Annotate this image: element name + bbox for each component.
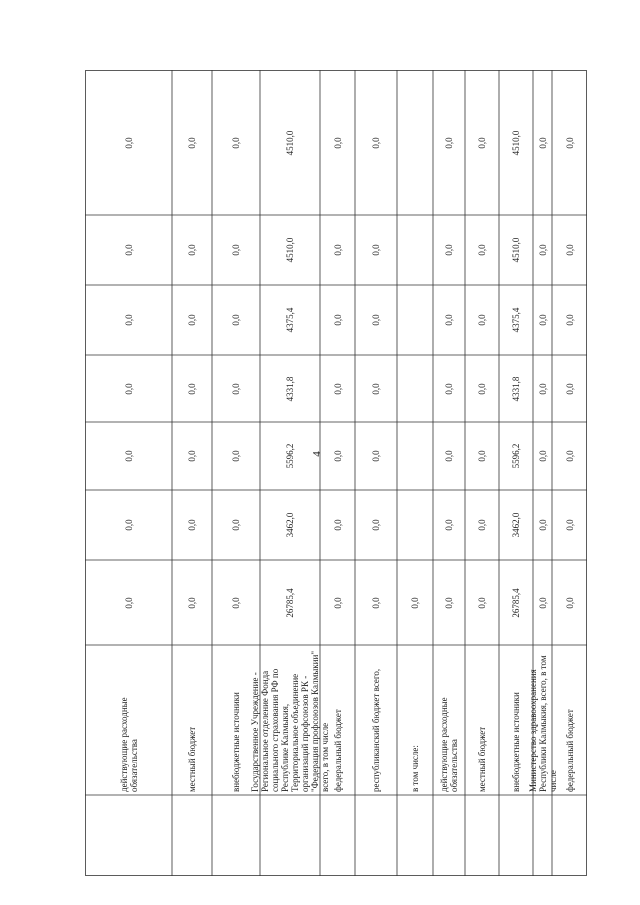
value-cell: [433, 285, 465, 355]
value-text: 0,0: [332, 450, 343, 462]
value-text: 0,0: [477, 244, 487, 256]
value-cell: [465, 285, 499, 355]
row-label-text: внебюджетные источники: [511, 692, 521, 792]
value-text: 0,0: [564, 314, 575, 326]
value-text: 4375,4: [511, 307, 521, 333]
page-number: 4: [311, 451, 323, 457]
value-cell: [172, 70, 212, 215]
value-cell: [552, 422, 587, 490]
value-text: 0,0: [410, 596, 420, 609]
value-text: 0,0: [537, 596, 548, 609]
value-cell: [533, 560, 552, 645]
value-cell: [260, 560, 320, 645]
value-text: 0,0: [332, 244, 343, 256]
value-text: 0,0: [564, 596, 575, 609]
value-text: 0,0: [477, 314, 487, 326]
value-text: 3462,0: [285, 512, 295, 538]
value-cell: [433, 560, 465, 645]
value-text: 0,0: [477, 450, 487, 462]
value-text: 0,0: [123, 450, 134, 462]
value-cell: [260, 70, 320, 215]
value-text: 0,0: [564, 382, 575, 395]
value-cell: [212, 560, 260, 645]
value-cell: [552, 285, 587, 355]
value-cell: [320, 490, 355, 560]
value-cell: [355, 560, 397, 645]
value-text: 0,0: [231, 519, 241, 531]
value-text: 4510,0: [511, 130, 521, 155]
value-text: 0,0: [537, 382, 548, 395]
value-cell: [433, 70, 465, 215]
value-cell: [465, 215, 499, 285]
value-text: 0,0: [332, 596, 343, 609]
value-cell: [499, 422, 533, 490]
row-label-text: федеральный бюджет: [332, 709, 343, 792]
value-text: 0,0: [564, 136, 575, 149]
row-label-text: в том числе:: [410, 745, 420, 792]
value-cell: [172, 355, 212, 422]
value-cell: [320, 70, 355, 215]
value-cell: [212, 215, 260, 285]
row-label-text: Государственное Учреждение - Региональное отделение Фонда социального страхования РФ по Республике Калмыкия, Территориальное объединение организаций профсоюзов РК - "Федерация профсоюзов Калмыкии" всего, в том числе: [250, 651, 330, 792]
row-label-text: внебюджетные источники: [231, 692, 241, 792]
value-text: 0,0: [371, 519, 381, 531]
value-cell: [260, 355, 320, 422]
row-label-text: местный бюджет: [477, 726, 487, 792]
value-text: 0,0: [187, 244, 197, 256]
value-cell: [465, 70, 499, 215]
value-cell: [212, 285, 260, 355]
value-cell: [533, 490, 552, 560]
value-text: 0,0: [371, 450, 381, 462]
value-text: 0,0: [123, 382, 134, 395]
value-cell: [85, 490, 172, 560]
value-text: 0,0: [564, 450, 575, 462]
value-cell: [260, 422, 320, 490]
value-cell: [355, 490, 397, 560]
value-cell: [465, 355, 499, 422]
value-text: 0,0: [537, 244, 548, 256]
value-cell: [397, 560, 433, 645]
value-cell: [212, 70, 260, 215]
value-cell: [85, 560, 172, 645]
row-label: [397, 645, 433, 795]
row-label-text: действующие расходные обязательства: [118, 697, 139, 792]
value-cell: [499, 215, 533, 285]
value-text: 0,0: [123, 244, 134, 256]
value-cell: [533, 215, 552, 285]
value-cell: [533, 285, 552, 355]
value-cell: [212, 422, 260, 490]
value-cell: [533, 355, 552, 422]
value-text: 0,0: [444, 450, 454, 462]
value-cell: [85, 355, 172, 422]
value-cell: [212, 490, 260, 560]
value-cell: [355, 422, 397, 490]
value-text: 0,0: [477, 519, 487, 531]
value-cell: [533, 70, 552, 215]
value-cell: [320, 215, 355, 285]
value-cell: [85, 215, 172, 285]
value-cell: [355, 70, 397, 215]
value-cell: [172, 285, 212, 355]
value-cell: [85, 70, 172, 215]
value-text: 0,0: [231, 382, 241, 395]
value-text: 0,0: [444, 136, 454, 149]
value-text: 0,0: [564, 244, 575, 256]
value-text: 0,0: [477, 596, 487, 609]
value-cell: [397, 215, 433, 285]
value-cell: [320, 560, 355, 645]
value-cell: [552, 70, 587, 215]
value-text: 4375,4: [285, 307, 295, 333]
value-text: 0,0: [187, 314, 197, 326]
value-text: 0,0: [123, 596, 134, 609]
value-cell: [172, 422, 212, 490]
value-text: 0,0: [332, 136, 343, 149]
row-label-text: действующие расходные обязательства: [439, 697, 459, 792]
row-label: [433, 645, 465, 795]
row-label: [355, 645, 397, 795]
value-text: 4331,8: [285, 376, 295, 401]
row-label-text: местный бюджет: [187, 726, 197, 792]
value-text: 0,0: [564, 519, 575, 531]
row-label: [85, 645, 172, 795]
row-label-text: Министерство здравоохранения Республики Калмыкия, всего, в том числе: [527, 655, 558, 792]
value-cell: [260, 215, 320, 285]
value-cell: [355, 355, 397, 422]
row-label: [250, 645, 330, 795]
row-label: [552, 645, 587, 795]
value-cell: [260, 490, 320, 560]
value-text: 4510,0: [285, 130, 295, 155]
value-cell: [552, 490, 587, 560]
value-cell: [85, 285, 172, 355]
value-cell: [552, 560, 587, 645]
row-label: [527, 645, 558, 795]
value-text: 0,0: [123, 519, 134, 531]
budget-table: [85, 70, 587, 876]
value-text: 0,0: [537, 314, 548, 326]
value-cell: [552, 215, 587, 285]
value-text: 0,0: [187, 519, 197, 531]
value-text: 0,0: [444, 314, 454, 326]
row-label: [320, 645, 355, 795]
value-text: 0,0: [537, 519, 548, 531]
value-text: 0,0: [187, 382, 197, 395]
value-text: 3462,0: [511, 512, 521, 538]
value-cell: [397, 422, 433, 490]
row-label-text: федеральный бюджет: [564, 709, 575, 792]
value-text: 0,0: [477, 382, 487, 395]
value-text: 0,0: [537, 450, 548, 462]
value-cell: [433, 355, 465, 422]
value-text: 0,0: [371, 382, 381, 395]
value-text: 0,0: [371, 244, 381, 256]
value-text: 4510,0: [285, 237, 295, 263]
value-text: 0,0: [444, 596, 454, 609]
value-cell: [433, 215, 465, 285]
value-cell: [260, 285, 320, 355]
row-label: [465, 645, 499, 795]
value-cell: [552, 355, 587, 422]
value-cell: [465, 560, 499, 645]
value-text: 0,0: [332, 519, 343, 531]
value-cell: [172, 560, 212, 645]
value-text: 0,0: [444, 519, 454, 531]
value-text: 0,0: [187, 136, 197, 149]
value-cell: [397, 70, 433, 215]
value-cell: [320, 422, 355, 490]
value-cell: [465, 490, 499, 560]
value-text: 0,0: [371, 596, 381, 609]
value-cell: [85, 422, 172, 490]
value-text: 0,0: [332, 314, 343, 326]
value-text: 0,0: [231, 136, 241, 149]
value-text: 0,0: [371, 136, 381, 149]
value-cell: [465, 422, 499, 490]
value-cell: [499, 355, 533, 422]
value-cell: [397, 355, 433, 422]
value-cell: [499, 285, 533, 355]
value-text: 0,0: [123, 136, 134, 149]
value-cell: [433, 422, 465, 490]
value-cell: [172, 490, 212, 560]
value-text: 5596,2: [511, 443, 521, 469]
value-text: 0,0: [231, 450, 241, 462]
value-text: 0,0: [123, 314, 134, 326]
value-text: 0,0: [477, 136, 487, 149]
row-label-text: республиканский бюджет всего,: [371, 668, 381, 792]
value-cell: [433, 490, 465, 560]
value-cell: [212, 355, 260, 422]
value-text: 26785,4: [511, 587, 521, 618]
value-text: 0,0: [187, 450, 197, 462]
value-cell: [499, 560, 533, 645]
value-text: 0,0: [187, 596, 197, 609]
value-cell: [355, 215, 397, 285]
value-text: 0,0: [231, 244, 241, 256]
value-cell: [172, 215, 212, 285]
value-cell: [320, 285, 355, 355]
value-text: 0,0: [444, 244, 454, 256]
value-text: 0,0: [231, 314, 241, 326]
value-text: 5596,2: [285, 443, 295, 469]
value-text: 4331,8: [511, 376, 521, 401]
row-label: [172, 645, 212, 795]
value-text: 0,0: [231, 596, 241, 609]
value-cell: [397, 285, 433, 355]
value-cell: [397, 490, 433, 560]
value-text: 0,0: [444, 382, 454, 395]
value-cell: [320, 355, 355, 422]
value-text: 0,0: [537, 136, 548, 149]
value-cell: [499, 490, 533, 560]
value-cell: [355, 285, 397, 355]
value-text: 0,0: [332, 382, 343, 395]
value-cell: [533, 422, 552, 490]
value-cell: [499, 70, 533, 215]
value-text: 26785,4: [285, 587, 295, 618]
value-text: 4510,0: [511, 237, 521, 263]
value-text: 0,0: [371, 314, 381, 326]
